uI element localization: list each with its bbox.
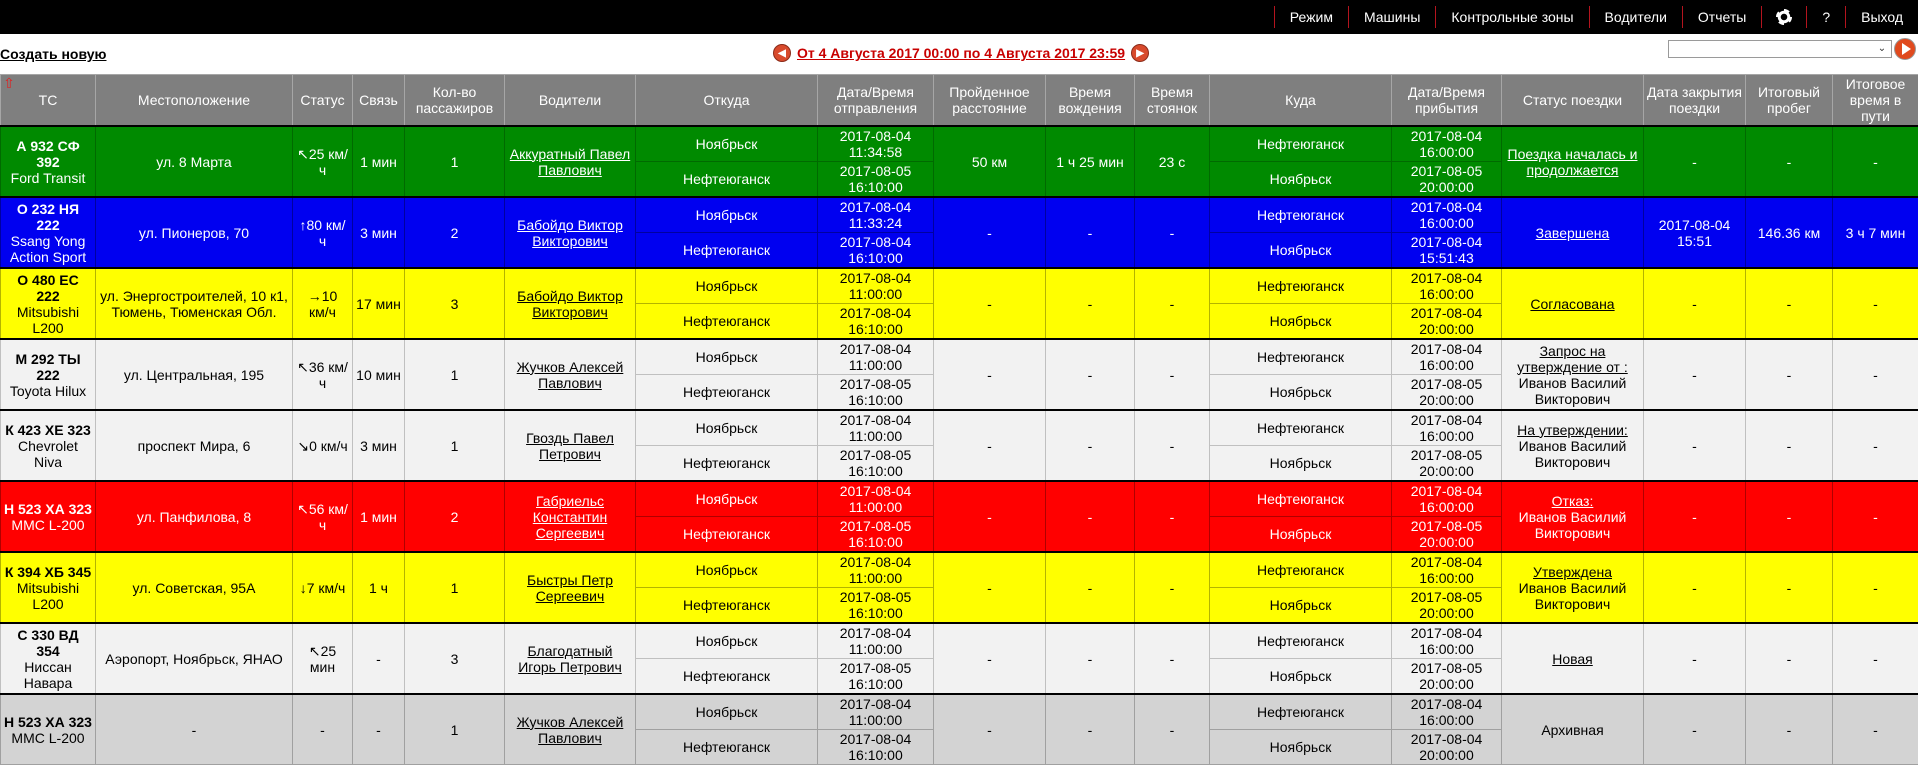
- cell-driver[interactable]: [505, 197, 636, 268]
- cell-from: Нефтеюганск: [636, 375, 818, 411]
- ts-model: ММС L-200: [11, 516, 85, 533]
- cell-arrival: 2017-08-04 16:00:00: [1392, 339, 1502, 375]
- cell-status: [293, 197, 353, 268]
- cell-status: [293, 339, 353, 410]
- table-row[interactable]: [1, 197, 1918, 233]
- nav-control-zones[interactable]: Контрольные зоны: [1435, 6, 1588, 28]
- col-from[interactable]: Откуда: [636, 75, 818, 127]
- cell-departure: 2017-08-04 11:34:58: [818, 126, 934, 162]
- trip-status-approver: Иванов Василий Викторович: [1518, 579, 1627, 612]
- cell-driving-time: -: [1046, 410, 1135, 481]
- ts-model: Mitsubishi L200: [16, 579, 80, 612]
- chevron-down-icon: ⌄: [1877, 43, 1887, 54]
- cell-status: [293, 552, 353, 623]
- col-closed-date[interactable]: Дата закрытия поездки: [1644, 75, 1746, 127]
- table-row[interactable]: [1, 126, 1918, 162]
- cell-status: [293, 126, 353, 197]
- trip-status-link[interactable]: Новая: [1552, 650, 1593, 667]
- cell-driver[interactable]: [505, 410, 636, 481]
- cell-arrival: 2017-08-05 20:00:00: [1392, 588, 1502, 624]
- col-arrival[interactable]: Дата/Время прибытия: [1392, 75, 1502, 127]
- cell-total-time: -: [1833, 126, 1918, 197]
- cell-link: 1 мин: [353, 126, 405, 197]
- driver-link[interactable]: Гвоздь Павел Петрович: [526, 429, 614, 462]
- cell-to: Нефтеюганск: [1210, 552, 1392, 588]
- cell-arrival: 2017-08-04 15:51:43: [1392, 233, 1502, 269]
- cell-from: Ноябрьск: [636, 552, 818, 588]
- col-departure[interactable]: Дата/Время отправления: [818, 75, 934, 127]
- cell-closed-date: -: [1644, 623, 1746, 694]
- driver-link[interactable]: Аккуратный Павел Павлович: [509, 145, 631, 178]
- cell-total-mileage: -: [1746, 481, 1833, 552]
- cell-arrival: 2017-08-04 16:00:00: [1392, 552, 1502, 588]
- ts-number: О 480 ЕС 222: [17, 271, 79, 304]
- trip-status-link[interactable]: Отказ:: [1551, 492, 1594, 509]
- cell-departure: 2017-08-05 16:10:00: [818, 162, 934, 198]
- ts-number: М 292 ТЫ 222: [15, 350, 81, 383]
- trip-status-approver: Иванов Василий Викторович: [1518, 374, 1627, 407]
- cell-parking-time: -: [1135, 623, 1210, 694]
- ts-model: ММС L-200: [11, 729, 85, 746]
- cell-link: 17 мин: [353, 268, 405, 339]
- cell-from: Нефтеюганск: [636, 233, 818, 269]
- cell-departure: 2017-08-04 16:10:00: [818, 304, 934, 340]
- cell-to: Ноябрьск: [1210, 517, 1392, 553]
- table-body: [1, 126, 1918, 765]
- cell-to: Ноябрьск: [1210, 162, 1392, 198]
- cell-trip-status[interactable]: [1502, 552, 1644, 623]
- cell-total-time: -: [1833, 339, 1918, 410]
- nav-vehicles[interactable]: Машины: [1348, 6, 1435, 28]
- cell-ts: [1, 481, 96, 552]
- driver-link[interactable]: Благодатный Игорь Петрович: [518, 642, 622, 675]
- cell-distance: -: [934, 481, 1046, 552]
- cell-departure: 2017-08-05 16:10:00: [818, 588, 934, 624]
- cell-passengers: 3: [405, 623, 505, 694]
- cell-from: Ноябрьск: [636, 268, 818, 304]
- cell-driver[interactable]: [505, 126, 636, 197]
- table-row[interactable]: [1, 623, 1918, 659]
- cell-distance: -: [934, 410, 1046, 481]
- table-row[interactable]: [1, 694, 1918, 730]
- driver-link[interactable]: Жучков Алексей Павлович: [516, 713, 624, 746]
- direction-arrow-icon: ↓: [299, 579, 307, 596]
- cell-closed-date: -: [1644, 552, 1746, 623]
- cell-parking-time: -: [1135, 481, 1210, 552]
- ts-number: К 423 ХЕ 323: [5, 421, 91, 438]
- cell-to: Ноябрьск: [1210, 375, 1392, 411]
- cell-arrival: 2017-08-04 16:00:00: [1392, 268, 1502, 304]
- cell-to: Нефтеюганск: [1210, 623, 1392, 659]
- cell-location: ул. Панфилова, 8: [96, 481, 293, 552]
- help-button[interactable]: ?: [1806, 6, 1845, 28]
- cell-to: Ноябрьск: [1210, 446, 1392, 482]
- ts-number: С 330 ВД 354: [17, 626, 79, 659]
- direction-arrow-icon: ↑: [299, 216, 307, 233]
- cell-closed-date: -: [1644, 481, 1746, 552]
- cell-link: -: [353, 623, 405, 694]
- trip-status-link[interactable]: Завершена: [1535, 224, 1610, 241]
- trip-status-approver: Иванов Василий Викторович: [1518, 508, 1627, 541]
- ts-number: О 232 НЯ 222: [16, 200, 80, 233]
- cell-driver[interactable]: [505, 481, 636, 552]
- cell-total-mileage: -: [1746, 694, 1833, 765]
- cell-closed-date: -: [1644, 410, 1746, 481]
- driver-link[interactable]: Габриельс Константин Сергеевич: [532, 492, 608, 541]
- col-passengers[interactable]: Кол-во пассажиров: [405, 75, 505, 127]
- settings-button[interactable]: [1761, 6, 1806, 28]
- direction-arrow-icon: ↖: [297, 145, 309, 162]
- cell-location: ул. Энергостроителей, 10 к1, Тюмень, Тюменская Обл.: [96, 268, 293, 339]
- cell-arrival: 2017-08-05 20:00:00: [1392, 446, 1502, 482]
- cell-driver[interactable]: [505, 339, 636, 410]
- apply-button[interactable]: [1894, 38, 1916, 60]
- cell-parking-time: 23 с: [1135, 126, 1210, 197]
- cell-arrival: 2017-08-04 16:00:00: [1392, 410, 1502, 446]
- cell-to: Ноябрьск: [1210, 730, 1392, 765]
- speed-value: 0 км/ч: [309, 437, 348, 454]
- cell-passengers: 1: [405, 339, 505, 410]
- cell-trip-status[interactable]: [1502, 126, 1644, 197]
- cell-driving-time: -: [1046, 268, 1135, 339]
- table-row[interactable]: [1, 268, 1918, 304]
- cell-departure: 2017-08-04 11:33:24: [818, 197, 934, 233]
- col-total-time[interactable]: Итоговое время в пути: [1833, 75, 1918, 127]
- speed-value: -: [320, 721, 325, 738]
- cell-from: Нефтеюганск: [636, 730, 818, 765]
- cell-passengers: 3: [405, 268, 505, 339]
- speed-value: 56 км/ч: [308, 500, 348, 533]
- trip-status-approver: Иванов Василий Викторович: [1518, 437, 1627, 470]
- cell-departure: 2017-08-04 11:00:00: [818, 339, 934, 375]
- col-to[interactable]: Куда: [1210, 75, 1392, 127]
- cell-from: Ноябрьск: [636, 410, 818, 446]
- cell-arrival: 2017-08-04 16:00:00: [1392, 623, 1502, 659]
- trip-status-link[interactable]: Архивная: [1541, 721, 1604, 738]
- cell-ts: [1, 197, 96, 268]
- cell-to: Нефтеюганск: [1210, 694, 1392, 730]
- cell-parking-time: -: [1135, 268, 1210, 339]
- cell-total-time: -: [1833, 694, 1918, 765]
- filter-select[interactable]: [1668, 40, 1892, 58]
- cell-ts: [1, 410, 96, 481]
- trip-status-link[interactable]: Утверждена: [1533, 563, 1612, 580]
- cell-passengers: 2: [405, 197, 505, 268]
- table-row[interactable]: [1, 410, 1918, 446]
- cell-location: ул. Центральная, 195: [96, 339, 293, 410]
- logout-button[interactable]: Выход: [1845, 6, 1918, 28]
- cell-to: Нефтеюганск: [1210, 126, 1392, 162]
- cell-driving-time: -: [1046, 339, 1135, 410]
- cell-departure: 2017-08-04 16:10:00: [818, 730, 934, 765]
- cell-closed-date: -: [1644, 268, 1746, 339]
- period-label[interactable]: От 4 Августа 2017 00:00 по 4 Августа 2017 23:59: [797, 45, 1126, 61]
- cell-trip-status[interactable]: [1502, 197, 1644, 268]
- direction-arrow-icon: ↘: [297, 437, 310, 454]
- cell-parking-time: -: [1135, 197, 1210, 268]
- cell-from: Ноябрьск: [636, 197, 818, 233]
- cell-departure: 2017-08-05 16:10:00: [818, 517, 934, 553]
- cell-total-time: -: [1833, 410, 1918, 481]
- speed-value: 80 км/ч: [306, 216, 346, 249]
- driver-link[interactable]: Быстры Петр Сергеевич: [527, 571, 613, 604]
- ts-model: Ниссан Навара: [23, 658, 73, 691]
- speed-value: 25 мин: [309, 642, 337, 675]
- cell-from: Нефтеюганск: [636, 162, 818, 198]
- cell-link: -: [353, 694, 405, 765]
- cell-to: Нефтеюганск: [1210, 410, 1392, 446]
- driver-link[interactable]: Бабойдо Виктор Викторович: [517, 216, 623, 249]
- cell-distance: -: [934, 552, 1046, 623]
- trip-status-link[interactable]: Запрос на утверждение от :: [1517, 342, 1628, 375]
- cell-from: Ноябрьск: [636, 694, 818, 730]
- cell-location: проспект Мира, 6: [96, 410, 293, 481]
- period-selector: [773, 44, 1149, 62]
- cell-driving-time: -: [1046, 481, 1135, 552]
- cell-trip-status[interactable]: [1502, 410, 1644, 481]
- cell-closed-date: 2017-08-04 15:51: [1644, 197, 1746, 268]
- cell-to: Ноябрьск: [1210, 659, 1392, 695]
- cell-arrival: 2017-08-04 16:00:00: [1392, 481, 1502, 517]
- cell-total-mileage: -: [1746, 552, 1833, 623]
- cell-driving-time: -: [1046, 623, 1135, 694]
- cell-ts: [1, 623, 96, 694]
- cell-departure: 2017-08-04 11:00:00: [818, 694, 934, 730]
- cell-link: 1 ч: [353, 552, 405, 623]
- cell-trip-status[interactable]: [1502, 339, 1644, 410]
- direction-arrow-icon: →: [307, 287, 322, 304]
- cell-to: Нефтеюганск: [1210, 197, 1392, 233]
- cell-arrival: 2017-08-05 20:00:00: [1392, 375, 1502, 411]
- col-status[interactable]: Статус: [293, 75, 353, 127]
- ts-model: Mitsubishi L200: [16, 303, 80, 336]
- trips-table: [0, 74, 1918, 765]
- cell-trip-status[interactable]: [1502, 481, 1644, 552]
- cell-arrival: 2017-08-04 16:00:00: [1392, 694, 1502, 730]
- cell-status: [293, 481, 353, 552]
- cell-from: Ноябрьск: [636, 623, 818, 659]
- cell-arrival: 2017-08-04 20:00:00: [1392, 730, 1502, 765]
- cell-departure: 2017-08-05 16:10:00: [818, 375, 934, 411]
- cell-from: Нефтеюганск: [636, 446, 818, 482]
- cell-to: Ноябрьск: [1210, 304, 1392, 340]
- cell-total-time: 3 ч 7 мин: [1833, 197, 1918, 268]
- cell-link: 10 мин: [353, 339, 405, 410]
- cell-link: 3 мин: [353, 197, 405, 268]
- cell-location: ул. Пионеров, 70: [96, 197, 293, 268]
- cell-location: Аэропорт, Ноябрьск, ЯНАО: [96, 623, 293, 694]
- speed-value: 25 км/ч: [308, 145, 348, 178]
- cell-closed-date: -: [1644, 126, 1746, 197]
- table-row[interactable]: [1, 481, 1918, 517]
- prev-period-button[interactable]: ◀: [773, 44, 791, 62]
- cell-distance: 50 км: [934, 126, 1046, 197]
- cell-driving-time: -: [1046, 197, 1135, 268]
- cell-arrival: 2017-08-04 20:00:00: [1392, 304, 1502, 340]
- cell-total-mileage: -: [1746, 410, 1833, 481]
- speed-value: 7 км/ч: [306, 579, 346, 596]
- top-nav: [0, 0, 1918, 34]
- col-location[interactable]: Местоположение: [96, 75, 293, 127]
- cell-total-mileage: -: [1746, 623, 1833, 694]
- direction-arrow-icon: ↖: [308, 642, 321, 659]
- cell-ts: [1, 339, 96, 410]
- cell-driver[interactable]: [505, 268, 636, 339]
- trip-status-link[interactable]: Поездка началась и продолжается: [1507, 145, 1638, 178]
- cell-parking-time: -: [1135, 410, 1210, 481]
- cell-departure: 2017-08-04 11:00:00: [818, 552, 934, 588]
- cell-departure: 2017-08-04 16:10:00: [818, 233, 934, 269]
- col-drivers[interactable]: Водители: [505, 75, 636, 127]
- cell-driving-time: -: [1046, 694, 1135, 765]
- nav-drivers[interactable]: Водители: [1589, 6, 1682, 28]
- cell-location: ул. 8 Марта: [96, 126, 293, 197]
- ts-model: Ssang Yong Action Sport: [9, 232, 87, 265]
- cell-passengers: 1: [405, 552, 505, 623]
- cell-ts: [1, 694, 96, 765]
- table-row[interactable]: [1, 552, 1918, 588]
- cell-closed-date: -: [1644, 339, 1746, 410]
- cell-to: Ноябрьск: [1210, 233, 1392, 269]
- cell-to: Нефтеюганск: [1210, 268, 1392, 304]
- driver-link[interactable]: Жучков Алексей Павлович: [516, 358, 624, 391]
- nav-reports[interactable]: Отчеты: [1682, 6, 1761, 28]
- cell-parking-time: -: [1135, 694, 1210, 765]
- cell-location: ул. Советская, 95А: [96, 552, 293, 623]
- cell-total-time: -: [1833, 268, 1918, 339]
- cell-parking-time: -: [1135, 339, 1210, 410]
- cell-status: [293, 623, 353, 694]
- cell-total-mileage: -: [1746, 126, 1833, 197]
- cell-distance: -: [934, 694, 1046, 765]
- cell-total-time: -: [1833, 481, 1918, 552]
- cell-status: [293, 694, 353, 765]
- cell-departure: 2017-08-05 16:10:00: [818, 446, 934, 482]
- cell-closed-date: -: [1644, 694, 1746, 765]
- ts-number: Н 523 ХА 323: [4, 500, 92, 517]
- trip-status-link[interactable]: На утверждении:: [1517, 421, 1628, 438]
- cell-departure: 2017-08-04 11:00:00: [818, 268, 934, 304]
- cell-distance: -: [934, 197, 1046, 268]
- cell-from: Ноябрьск: [636, 481, 818, 517]
- toolbar: [0, 34, 1918, 74]
- ts-model: Chevrolet Niva: [18, 437, 78, 470]
- cell-passengers: 1: [405, 694, 505, 765]
- cell-to: Нефтеюганск: [1210, 481, 1392, 517]
- cell-parking-time: -: [1135, 552, 1210, 623]
- cell-link: 3 мин: [353, 410, 405, 481]
- cell-driver[interactable]: [505, 552, 636, 623]
- cell-from: Нефтеюганск: [636, 304, 818, 340]
- ts-number: К 394 ХБ 345: [4, 563, 92, 580]
- cell-departure: 2017-08-04 11:00:00: [818, 623, 934, 659]
- cell-arrival: 2017-08-04 16:00:00: [1392, 197, 1502, 233]
- col-distance[interactable]: Пройденное расстояние: [934, 75, 1046, 127]
- ts-number: Н 523 ХА 323: [4, 713, 92, 730]
- cell-passengers: 1: [405, 126, 505, 197]
- ts-model: Ford Transit: [10, 169, 86, 186]
- cell-trip-status[interactable]: [1502, 623, 1644, 694]
- col-link[interactable]: Связь: [353, 75, 405, 127]
- cell-location: -: [96, 694, 293, 765]
- cell-departure: 2017-08-04 11:00:00: [818, 481, 934, 517]
- nav-mode[interactable]: Режим: [1274, 6, 1348, 28]
- cell-link: 1 мин: [353, 481, 405, 552]
- col-ts[interactable]: ⇧ ТС: [1, 75, 96, 127]
- cell-from: Нефтеюганск: [636, 659, 818, 695]
- cell-distance: -: [934, 268, 1046, 339]
- col-parking-time[interactable]: Время стоянок: [1135, 75, 1210, 127]
- cell-status: [293, 268, 353, 339]
- cell-arrival: 2017-08-05 20:00:00: [1392, 659, 1502, 695]
- table-header: [1, 75, 1918, 127]
- next-period-button[interactable]: ▶: [1131, 44, 1149, 62]
- cell-passengers: 1: [405, 410, 505, 481]
- cell-arrival: 2017-08-04 16:00:00: [1392, 126, 1502, 162]
- cell-from: Нефтеюганск: [636, 588, 818, 624]
- table-row[interactable]: [1, 339, 1918, 375]
- cell-passengers: 2: [405, 481, 505, 552]
- cell-arrival: 2017-08-05 20:00:00: [1392, 517, 1502, 553]
- cell-to: Ноябрьск: [1210, 588, 1392, 624]
- col-driving-time[interactable]: Время вождения: [1046, 75, 1135, 127]
- ts-number: А 932 СФ 392: [16, 137, 80, 170]
- cell-driver[interactable]: [505, 694, 636, 765]
- cell-driver[interactable]: [505, 623, 636, 694]
- cell-total-mileage: -: [1746, 339, 1833, 410]
- direction-arrow-icon: ↖: [297, 500, 309, 517]
- cell-trip-status[interactable]: [1502, 694, 1644, 765]
- speed-value: 36 км/ч: [308, 358, 348, 391]
- cell-departure: 2017-08-05 16:10:00: [818, 659, 934, 695]
- sort-arrow-icon[interactable]: ⇧: [3, 75, 15, 91]
- gear-icon: [1776, 9, 1792, 25]
- cell-status: [293, 410, 353, 481]
- cell-from: Ноябрьск: [636, 126, 818, 162]
- cell-ts: [1, 126, 96, 197]
- direction-arrow-icon: ↖: [297, 358, 309, 375]
- cell-from: Нефтеюганск: [636, 517, 818, 553]
- cell-driving-time: 1 ч 25 мин: [1046, 126, 1135, 197]
- driver-link[interactable]: Бабойдо Виктор Викторович: [517, 287, 623, 320]
- cell-total-mileage: 146.36 км: [1746, 197, 1833, 268]
- cell-ts: [1, 552, 96, 623]
- cell-driving-time: -: [1046, 552, 1135, 623]
- col-total-mileage[interactable]: Итоговый пробег: [1746, 75, 1833, 127]
- play-icon: [1902, 43, 1911, 55]
- cell-total-mileage: -: [1746, 268, 1833, 339]
- create-new-link[interactable]: Создать новую: [0, 46, 107, 62]
- cell-trip-status[interactable]: [1502, 268, 1644, 339]
- cell-departure: 2017-08-04 11:00:00: [818, 410, 934, 446]
- ts-model: Toyota Hilux: [9, 382, 87, 399]
- cell-ts: [1, 268, 96, 339]
- cell-distance: -: [934, 623, 1046, 694]
- speed-value: 10 км/ч: [309, 287, 338, 320]
- cell-distance: -: [934, 339, 1046, 410]
- cell-arrival: 2017-08-05 20:00:00: [1392, 162, 1502, 198]
- cell-total-time: -: [1833, 623, 1918, 694]
- col-trip-status[interactable]: Статус поездки: [1502, 75, 1644, 127]
- trip-status-link[interactable]: Согласована: [1530, 295, 1615, 312]
- cell-to: Нефтеюганск: [1210, 339, 1392, 375]
- cell-total-time: -: [1833, 552, 1918, 623]
- cell-from: Ноябрьск: [636, 339, 818, 375]
